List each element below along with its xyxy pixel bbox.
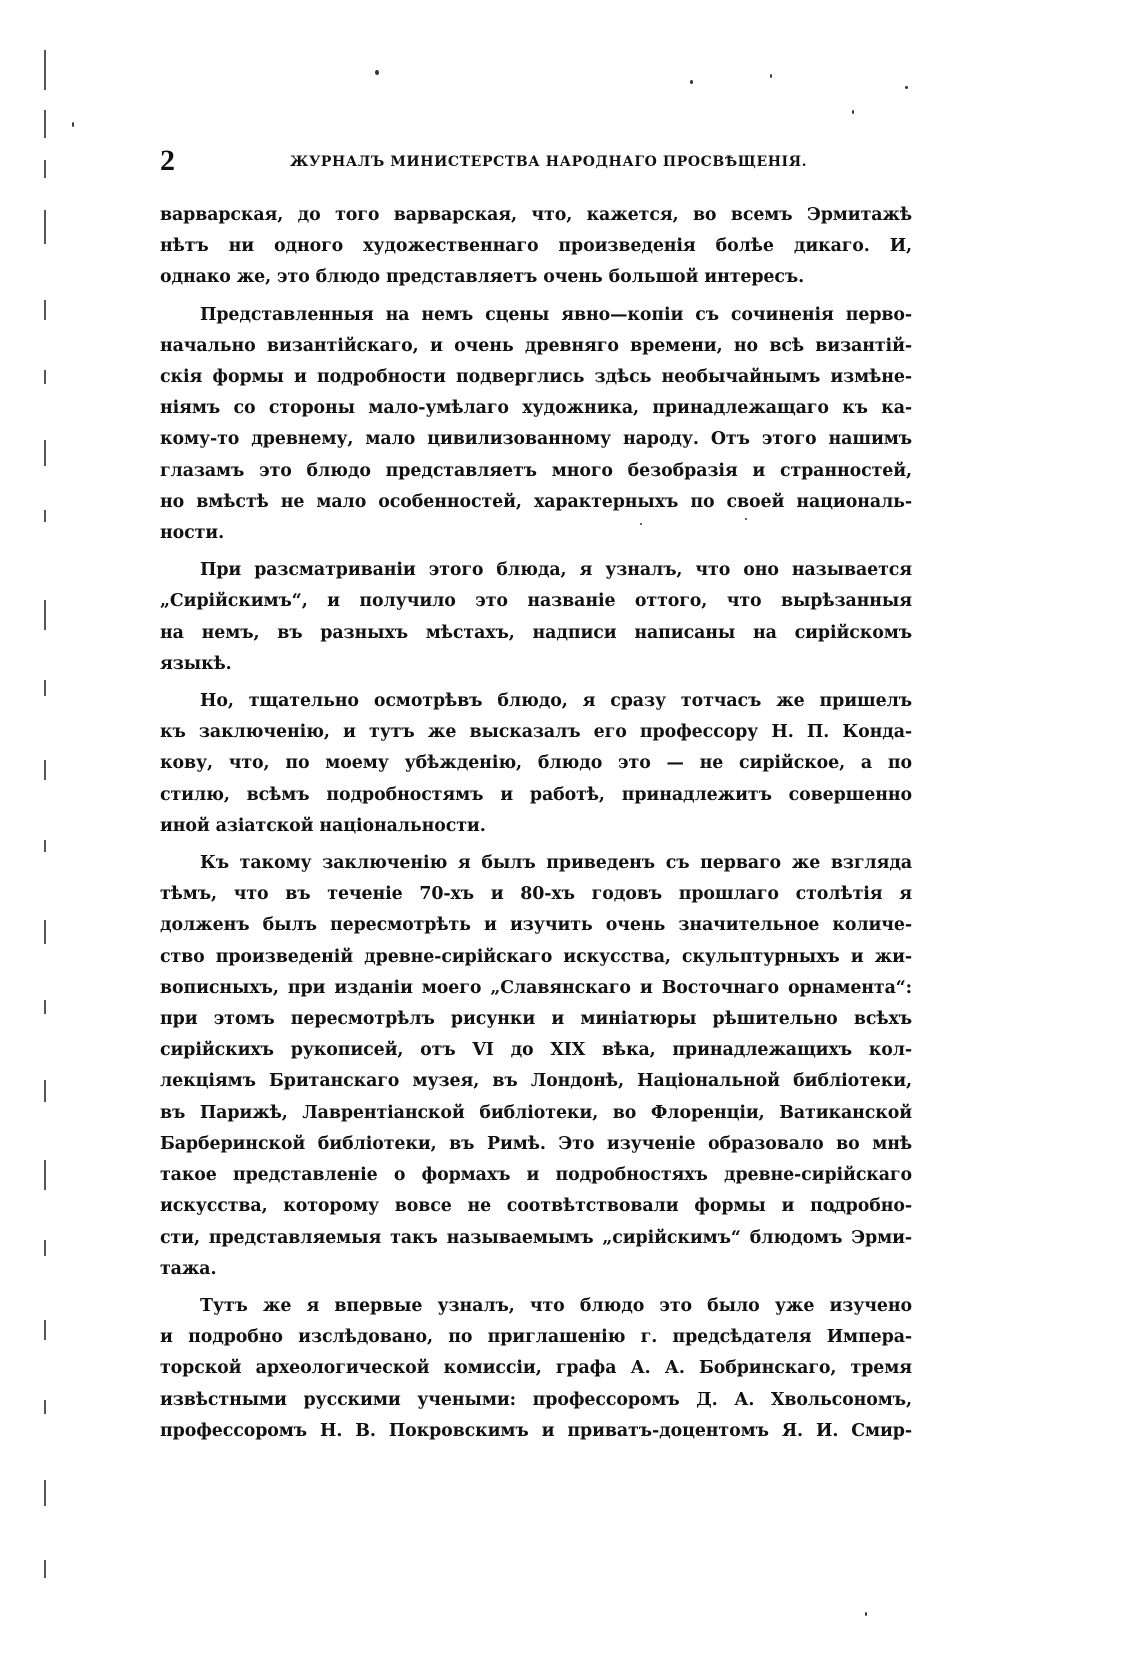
text-line: тажа. [160,1258,217,1279]
body-text [160,200,912,1453]
text-line: При разсматриваніи этого блюда, я узналъ, что оно называется [200,560,912,581]
text-line: торской археологической комиссіи, графа А. А. Бобринскаго, тремя [160,1358,912,1379]
scan-edge-marks [44,40,50,1640]
text-line: долженъ былъ пересмотрѣть и изучить очень значительное количе- [160,915,912,936]
text-line: лекціямъ Британскаго музея, въ Лондонѣ, Національной библіотеки, [160,1071,912,1092]
scan-speck [375,70,379,75]
paragraph-4 [160,686,912,842]
text-line: къ заключенію, и тутъ же высказалъ его профессору Н. П. Конда- [160,722,912,743]
text-line: „Сирійскимъ“, и получило это названіе оттого, что вырѣзанныя [160,591,912,612]
paragraph-1 [160,200,912,294]
paragraph-3 [160,555,912,680]
text-line: ности. [160,523,225,544]
scan-speck [865,1612,867,1616]
text-line: такое представленіе о формахъ и подробностяхъ древне-сирійскаго [160,1165,912,1186]
text-line: тѣмъ, что въ теченіе 70-хъ и 80-хъ годовъ прошлаго столѣтія я [160,884,912,905]
scan-speck [852,110,854,114]
text-line: при этомъ пересмотрѣлъ рисунки и миніатюры рѣшительно всѣхъ [160,1009,912,1030]
paragraph-6 [160,1291,912,1447]
text-line: скія формы и подробности подверглись здѣсь необычайнымъ измѣне- [160,367,912,388]
text-line: ніямъ со стороны мало-умѣлаго художника, принадлежащаго къ ка- [160,398,912,419]
paragraph-5 [160,848,912,1285]
page-number: 2 [160,144,175,177]
text-line: Представленныя на немъ сцены явно—копіи съ сочиненія перво- [200,304,912,325]
text-line: ство произведеній древне-сирійскаго искусства, скульптурныхъ и жи- [160,946,912,967]
text-line: иной азіатской національности. [160,815,486,836]
text-line: искусства, которому вовсе не соотвѣтствовали формы и подробно- [160,1196,912,1217]
text-line: начально византійскаго, и очень древняго времени, но всѣ византій- [160,335,912,356]
scan-speck [690,80,693,84]
text-line: и подробно изслѣдовано, по приглашенію г. предсѣдателя Импера- [160,1327,912,1348]
page-header [160,140,910,180]
text-line: извѣстными русскими учеными: профессоромъ Д. А. Хвольсономъ, [160,1389,912,1410]
text-line: на немъ, въ разныхъ мѣстахъ, надписи написаны на сирійскомъ [160,622,912,643]
paragraph-2 [160,300,912,550]
text-line: Тутъ же я впервые узналъ, что блюдо это было уже изучено [200,1295,912,1316]
scan-speck [72,122,74,127]
text-line: однако же, это блюдо представляетъ очень большой интересъ. [160,267,805,288]
running-title: ЖУРНАЛЪ МИНИСТЕРСТВА НАРОДНАГО ПРОСВѢЩЕНІЯ. [290,154,808,170]
scan-speck [905,86,908,89]
text-line: глазамъ это блюдо представляетъ много безобразія и странностей, [160,460,912,481]
text-line: кову, что, по моему убѣжденію, блюдо это — не сирійское, а по [160,753,912,774]
text-line: сирійскихъ рукописей, отъ VI до XIX вѣка, принадлежащихъ кол- [160,1040,912,1061]
text-line: стилю, всѣмъ подробностямъ и работѣ, принадлежитъ совершенно [160,784,912,805]
text-line: сти, представляемыя такъ называемымъ „сирійскимъ“ блюдомъ Эрми- [160,1227,912,1248]
text-line: Барберинской библіотеки, въ Римѣ. Это изученіе образовало во мнѣ [160,1133,912,1154]
text-line: въ Парижѣ, Лаврентіанской библіотеки, во Флоренціи, Ватиканской [160,1102,912,1123]
text-line: кому-то древнему, мало цивилизованному народу. Отъ этого нашимъ [160,429,912,450]
text-line: варварская, до того варварская, что, кажется, во всемъ Эрмитажѣ [160,205,912,225]
text-line: нѣтъ ни одного художественнаго произведенія болѣе дикаго. И, [160,236,912,257]
text-line: Къ такому заключенію я былъ приведенъ съ перваго же взгляда [200,853,912,874]
text-line: профессоромъ Н. В. Покровскимъ и приватъ-доцентомъ Я. И. Смир- [160,1420,912,1441]
text-line: вописныхъ, при изданіи моего „Славянскаго и Восточнаго орнамента“: [160,977,912,998]
text-line: Но, тщательно осмотрѣвъ блюдо, я сразу тотчасъ же пришелъ [200,691,912,712]
text-line: но вмѣстѣ не мало особенностей, характерныхъ по своей националь- [160,491,912,512]
text-line: языкѣ. [160,653,232,674]
scan-speck [770,74,772,78]
